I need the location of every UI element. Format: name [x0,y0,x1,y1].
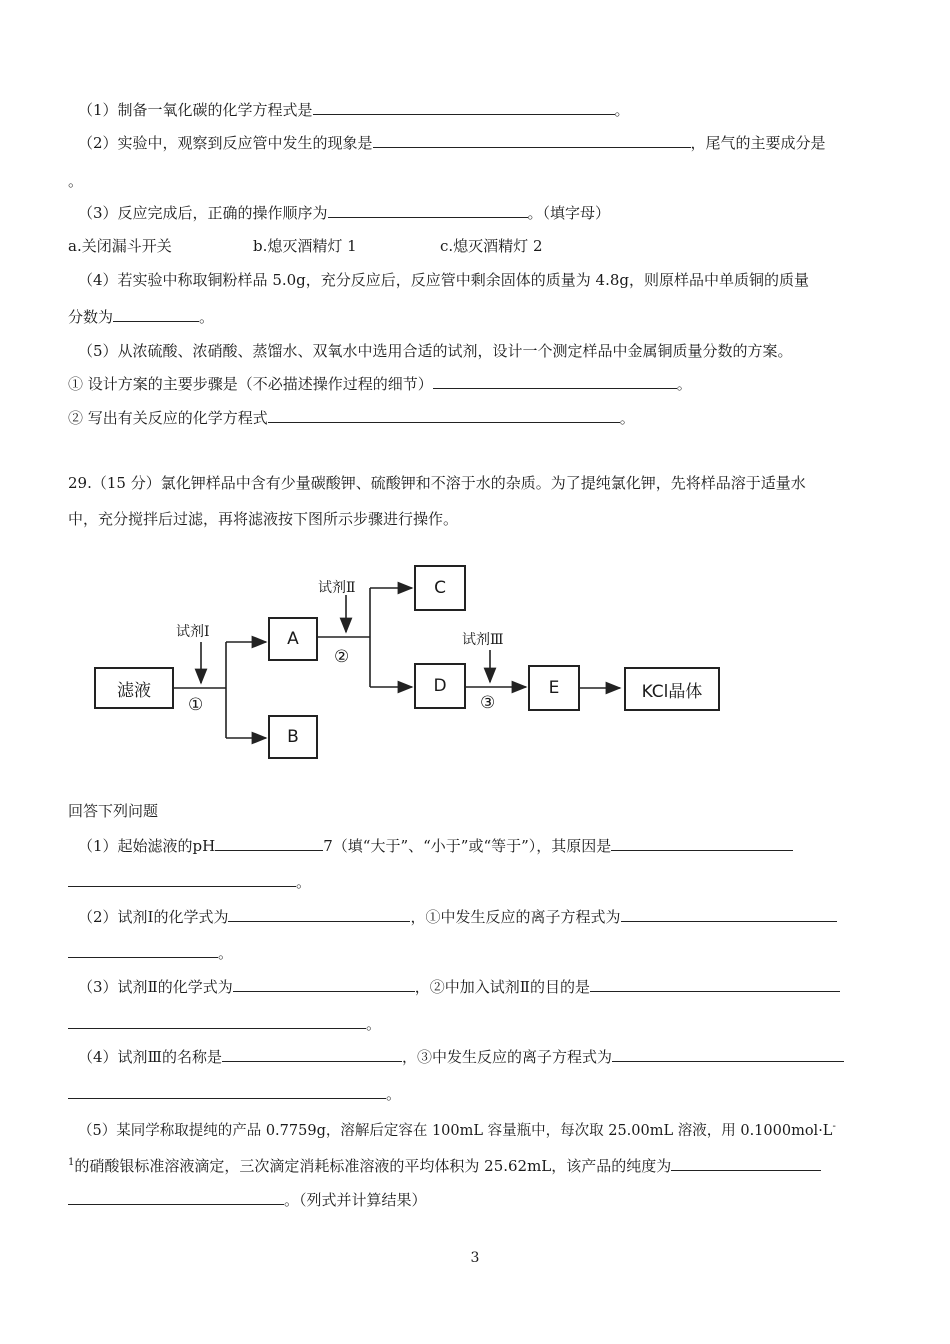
page-number: 3 [470,1250,480,1266]
box-kcl-crystal: KCl晶体 [624,667,720,711]
step-3-marker: ③ [480,693,496,713]
option-b: b.熄灭酒精灯 1 [253,237,357,255]
q28-part3-end: 。（填字母） [527,204,611,222]
answer-blank[interactable] [590,975,840,992]
box-c: C [414,565,466,611]
label-reagent-1: 试剂Ⅰ [176,624,210,640]
q29-part4-text: （4）试剂Ⅲ的名称是 [78,1048,223,1066]
q28-part2-text: （2）实验中，观察到反应管中发生的现象是 [78,134,373,152]
q29-part5-superscript: - [832,1121,836,1132]
q28-part5a-end: 。 [676,375,692,393]
q28-part3 [78,201,610,224]
answer-blank[interactable] [433,372,677,389]
q28-part1-end: 。 [614,101,630,119]
q28-part1 [78,98,630,121]
q29-part3-mid: ，②中加入试剂Ⅱ的目的是 [414,978,590,996]
q29-part2-end: 。 [218,944,234,962]
q28-part5a [68,372,692,395]
q29-part3-cont [68,1012,381,1035]
q28-part4: （4）若实验中称取铜粉样品 5.0g，充分反应后，反应管中剩余固体的质量为 4.8g，则原样品中单质铜的质量 [78,271,809,289]
box-a: A [268,617,318,661]
q29-part1 [78,834,793,857]
answer-blank[interactable] [68,1188,284,1205]
box-e: E [528,665,580,711]
q29-part3-end: 。 [366,1015,382,1033]
step-2-marker: ② [334,647,350,667]
answer-blank[interactable] [68,1082,386,1099]
answer-blank[interactable] [68,870,296,887]
answer-blank[interactable] [612,1045,844,1062]
flow-arrows [80,555,740,775]
option-c: c.熄灭酒精灯 2 [440,237,543,255]
answer-blank[interactable] [68,941,218,958]
q29-part5b [68,1152,821,1177]
q29-part5b-text: 的硝酸银标准溶液滴定，三次滴定消耗标准溶液的平均体积为 25.62mL，该产品的纯度为 [74,1157,672,1175]
answer-blank[interactable] [113,305,199,322]
q29-part3 [78,975,840,998]
q28-part1-text: （1）制备一氧化碳的化学方程式是 [78,101,313,119]
q29-part1-cont [68,870,311,893]
answer-blank[interactable] [222,1045,402,1062]
answer-blank[interactable] [373,131,691,148]
q29-part2-mid: ，①中发生反应的离子方程式为 [410,908,621,926]
answer-blank[interactable] [621,905,837,922]
label-reagent-3: 试剂Ⅲ [462,632,504,648]
answer-blank[interactable] [611,834,793,851]
q29-part4-cont [68,1082,401,1105]
q28-part4b [68,305,214,328]
q28-part2-end: 。 [68,172,84,190]
q29-part5c [68,1188,427,1211]
q28-part3-text: （3）反应完成后，正确的操作顺序为 [78,204,328,222]
answer-blank[interactable] [228,905,410,922]
q28-part5b-text: ② 写出有关反应的化学方程式 [68,409,268,427]
option-a: a.关闭漏斗开关 [68,237,172,255]
q29-part2 [78,905,837,928]
step-1-marker: ① [188,695,204,715]
box-b: B [268,715,318,759]
q28-part5a-text: ① 设计方案的主要步骤是（不必描述操作过程的细节） [68,375,433,393]
answer-blank[interactable] [233,975,415,992]
answer-blank[interactable] [215,834,323,851]
q29-part2-cont [68,941,233,964]
box-filtrate: 滤液 [94,667,174,709]
process-flow-diagram [80,555,740,775]
q29-part1-mid: 7（填“大于”、“小于”或“等于”），其原因是 [323,837,612,855]
q28-part5b [68,406,635,429]
q28-part2-mid: ，尾气的主要成分是 [690,134,826,152]
q29-part5c-end: 。（列式并计算结果） [284,1191,427,1209]
q28-part5: （5）从浓硫酸、浓硝酸、蒸馏水、双氧水中选用合适的试剂，设计一个测定样品中金属铜质量分数的方案。 [78,342,793,360]
q29-part1-text: （1）起始滤液的pH [78,837,216,855]
box-d: D [414,663,466,709]
q28-part4-end: 。 [199,308,215,326]
label-reagent-2: 试剂Ⅱ [318,580,356,596]
q28-part2 [78,131,826,154]
answer-blank[interactable] [328,201,528,218]
answer-intro: 回答下列问题 [68,802,159,820]
q29-part5-text: （5）某同学称取提纯的产品 0.7759g，溶解后定容在 100mL 容量瓶中，每次取 25.00mL 溶液，用 0.1000mol·L [78,1122,833,1139]
q29-intro-line1: 29.（15 分）氯化钾样品中含有少量碳酸钾、硫酸钾和不溶于水的杂质。为了提纯氯化钾，先将样品溶于适量水 [68,474,806,492]
q29-part4 [78,1045,844,1068]
q29-part4-end: 。 [386,1085,402,1103]
q28-part4b-text: 分数为 [68,308,114,326]
q29-part5b-superscript: 1 [68,1157,75,1168]
answer-blank[interactable] [68,1012,366,1029]
answer-blank[interactable] [268,406,620,423]
q29-intro-line2: 中，充分搅拌后过滤，再将滤液按下图所示步骤进行操作。 [68,510,459,528]
q29-part1-end: 。 [296,873,312,891]
q29-part4-mid: ，③中发生反应的离子方程式为 [402,1048,613,1066]
q29-part5 [78,1116,836,1142]
answer-blank[interactable] [313,98,615,115]
answer-blank[interactable] [671,1154,821,1171]
q28-part5b-end: 。 [619,409,635,427]
q29-part2-text: （2）试剂Ⅰ的化学式为 [78,908,229,926]
q29-part3-text: （3）试剂Ⅱ的化学式为 [78,978,233,996]
